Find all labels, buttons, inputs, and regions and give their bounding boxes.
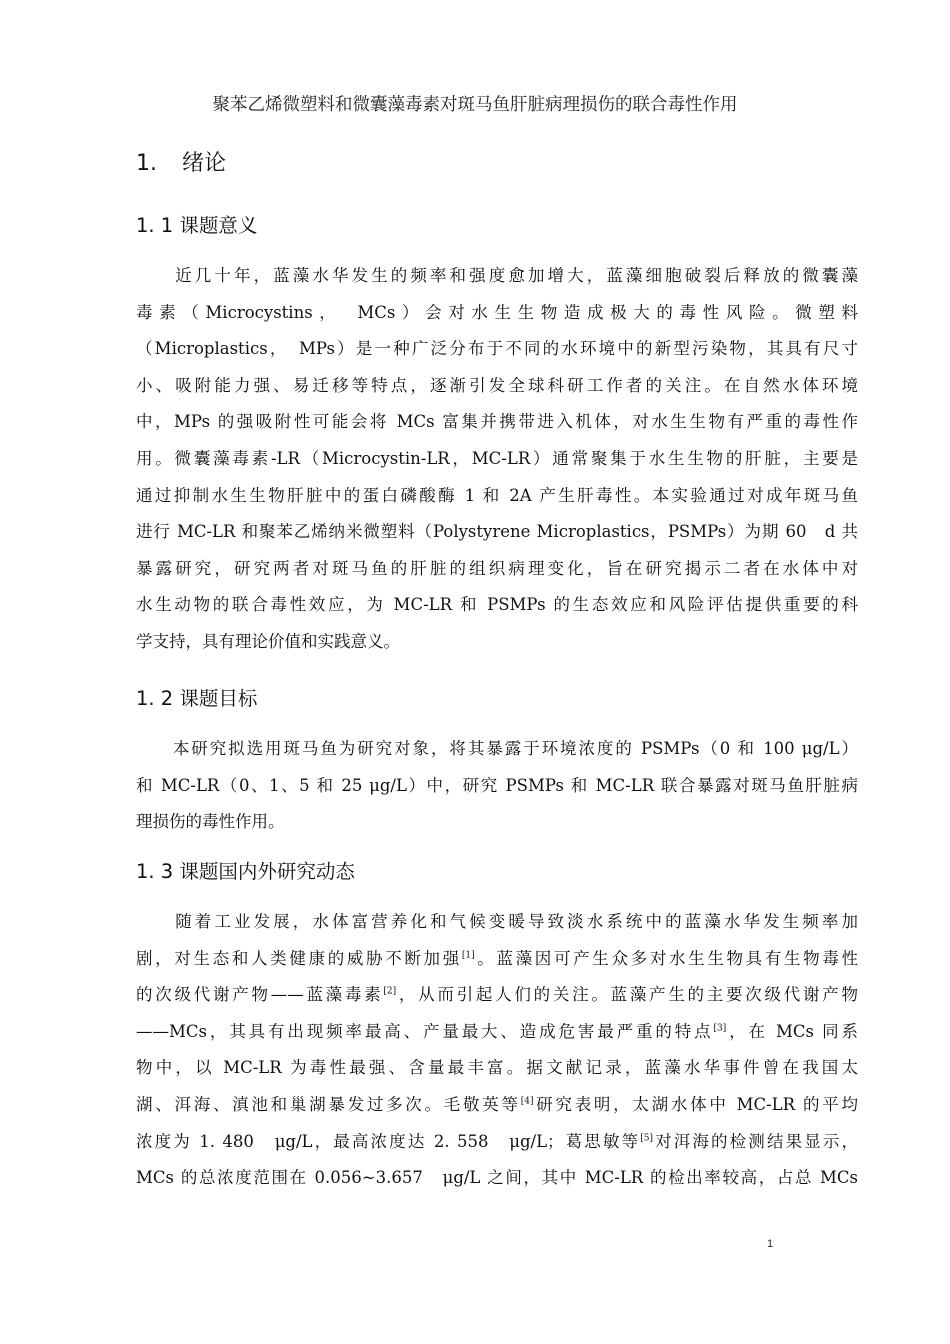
- paragraph-line: 小、吸附能力强、易迁移等特点，逐渐引发全球科研工作者的关注。在自然水体环境: [136, 375, 858, 395]
- paragraph-line: 中，MPs 的强吸附性可能会将 MCs 富集并携带进入机体，对水生生物有严重的毒性作: [136, 412, 858, 432]
- paragraph-line: 学支持，具有理论价值和实践意义。: [136, 631, 400, 651]
- section-heading-1-1: 1. 1 课题意义: [136, 214, 258, 237]
- citation-ref[interactable]: [5]: [640, 1133, 653, 1144]
- chapter-number: 1.: [136, 151, 157, 176]
- paragraph-line: 本研究拟选用斑马鱼为研究对象，将其暴露于环境浓度的 PSMPs（0 和 100 μg/L）: [136, 739, 858, 758]
- line-text: ，在 MCs 同系: [726, 1021, 858, 1041]
- paragraph-line: [136, 1014, 858, 1051]
- paragraph-line: 近几十年，蓝藻水华发生的频率和强度愈加增大，蓝藻细胞破裂后释放的微囊藻: [136, 266, 858, 285]
- line-text: 。蓝藻因可产生众多对水生生物具有生物毒性: [474, 948, 858, 968]
- line-text: ，从而引起人们的关注。蓝藻产生的主要次级代谢产物: [396, 985, 858, 1005]
- paragraph-line: （Microplastics， MPs）是一种广泛分布于不同的水环境中的新型污染物，其具有尺寸: [136, 339, 858, 359]
- line-text: 浓度为 1. 480 μg/L，最高浓度达 2. 558 μg/L；葛思敏等: [136, 1131, 641, 1151]
- paragraph-line: [136, 1124, 858, 1161]
- line-text: 物中，以 MC-LR 为毒性最强、含量最丰富。据文献记录，蓝藻水华事件曾在我国太: [136, 1058, 858, 1078]
- paragraph-line: [136, 904, 858, 941]
- paragraph-objective: [136, 731, 858, 841]
- section-heading-1-3: 1. 3 课题国内外研究动态: [136, 860, 355, 883]
- document-title: 聚苯乙烯微塑料和微囊藻毒素对斑马鱼肝脏病理损伤的联合毒性作用: [212, 95, 738, 115]
- line-text: 剧，对生态和人类健康的威胁不断加强: [136, 948, 462, 968]
- page-number-text: 1: [766, 1238, 774, 1250]
- paragraph-line: [136, 1160, 858, 1197]
- line-text: 研究表明，太湖水体中 MC-LR 的平均: [533, 1094, 858, 1114]
- paragraph-line: [136, 941, 858, 978]
- citation-ref[interactable]: [2]: [383, 986, 397, 997]
- citation-ref[interactable]: [4]: [520, 1096, 534, 1107]
- line-text: ——MCs，其具有出现频率最高、产量最大、造成危害最严重的特点: [136, 1021, 714, 1041]
- line-text: 的次级代谢产物——蓝藻毒素: [136, 985, 384, 1005]
- citation-ref[interactable]: [3]: [713, 1023, 727, 1034]
- paragraph-line: 用。微囊藻毒素-LR（Microcystin-LR，MC-LR）通常聚集于水生生物的肝脏，主要是: [136, 448, 858, 468]
- line-text: MCs 的总浓度范围在 0.056~3.657 μg/L 之间，其中 MC-LR 的检出率较高，占总 MCs: [136, 1168, 858, 1188]
- paragraph-research-status: [136, 904, 858, 1197]
- paragraph-line: 理损伤的毒性作用。: [136, 812, 285, 832]
- paragraph-line: 进行 MC-LR 和聚苯乙烯纳米微塑料（Polystyrene Microplastics，PSMPs）为期 60 d 共: [136, 522, 858, 542]
- paragraph-line: 和 MC-LR（0、1、5 和 25 μg/L）中，研究 PSMPs 和 MC-LR 联合暴露对斑马鱼肝脏病: [136, 775, 858, 795]
- paragraph-line: 毒素（Microcystins， MCs）会对水生生物造成极大的毒性风险。微塑料: [136, 302, 858, 322]
- line-text: 对洱海的检测结果显示，: [652, 1131, 858, 1151]
- paragraph-line: 水生动物的联合毒性效应，为 MC-LR 和 PSMPs 的生态效应和风险评估提供重要的科: [136, 595, 858, 615]
- page-number: [0, 1238, 775, 1250]
- paragraph-line: 暴露研究，研究两者对斑马鱼的肝脏的组织病理变化，旨在研究揭示二者在水体中对: [136, 558, 858, 578]
- citation-ref[interactable]: [1]: [461, 950, 475, 961]
- line-text: 湖、洱海、滇池和巢湖暴发过多次。毛敬英等: [136, 1094, 521, 1114]
- line-text: 随着工业发展，水体富营养化和气候变暖导致淡水系统中的蓝藻水华发生频率加: [136, 912, 858, 931]
- paragraph-significance: [136, 258, 858, 661]
- chapter-heading: [136, 148, 226, 180]
- paragraph-line: [136, 1087, 858, 1124]
- paragraph-line: 通过抑制水生生物肝脏中的蛋白磷酸酶 1 和 2A 产生肝毒性。本实验通过对成年斑马鱼: [136, 485, 858, 505]
- paragraph-line: [136, 1050, 858, 1087]
- paragraph-line: [136, 977, 858, 1014]
- section-heading-1-2: 1. 2 课题目标: [136, 687, 258, 710]
- chapter-title: 绪论: [182, 151, 227, 176]
